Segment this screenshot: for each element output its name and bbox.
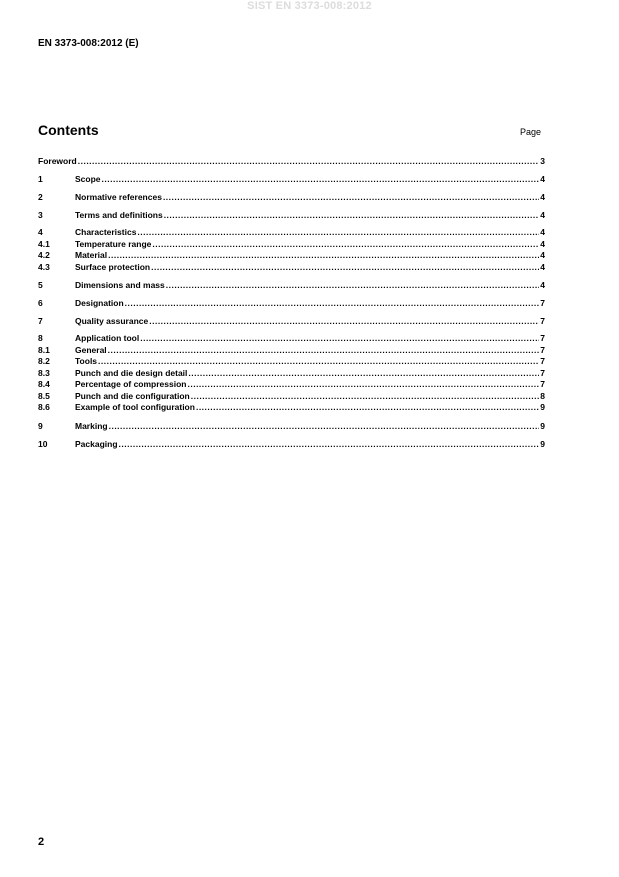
toc-entry-page: 7 [540, 298, 545, 308]
toc-leader-dots [196, 402, 539, 414]
toc-entry-number: 4.2 [38, 250, 50, 260]
toc-entry-9[interactable] [38, 420, 545, 432]
toc-entry-label: General [75, 344, 107, 355]
toc-entry-page: 4 [540, 280, 545, 290]
toc-entry-label: Surface protection [75, 261, 151, 272]
toc-leader-dots [191, 391, 540, 403]
toc-entry-number: 6 [38, 298, 43, 308]
toc-leader-dots [137, 227, 539, 239]
page-number: 2 [38, 836, 45, 848]
toc-entry-8-3[interactable] [38, 368, 545, 380]
toc-entry-page: 4 [540, 250, 545, 260]
toc-entry-label: Material [75, 250, 108, 260]
toc-entry-label: Designation [75, 298, 124, 308]
toc-leader-dots [163, 191, 539, 203]
toc-entry-3[interactable] [38, 209, 545, 221]
toc-entry-number: 8.6 [38, 402, 50, 412]
watermark: SIST EN 3373-008:2012 [247, 0, 372, 12]
toc-leader-dots [109, 420, 540, 432]
toc-leader-dots [188, 368, 539, 380]
toc-entry-page: 7 [540, 379, 545, 389]
toc-entry-label: Punch and die design detail [75, 367, 188, 378]
toc-entry-number: 9 [38, 420, 43, 431]
toc-entry-number: 4.3 [38, 261, 50, 272]
toc-entry-page: 7 [540, 356, 545, 366]
toc-entry-8-4[interactable] [38, 379, 545, 391]
toc-entry-1[interactable] [38, 173, 545, 185]
toc-entry-10[interactable] [38, 438, 545, 450]
toc-entry-page: 7 [540, 367, 545, 378]
toc-entry-label: Marking [75, 420, 108, 431]
toc-entry-label: Punch and die configuration [75, 390, 190, 401]
toc-entry-label: Terms and definitions [75, 210, 163, 220]
toc-leader-dots [78, 155, 540, 167]
toc-entry-4-1[interactable] [38, 239, 545, 251]
toc-entry-label: Scope [75, 174, 101, 184]
toc-entry-page: 7 [540, 316, 545, 326]
toc-leader-dots [187, 379, 539, 391]
toc-entry-number: 8 [38, 333, 43, 343]
toc-entry-page: 4 [540, 238, 545, 249]
toc-entry-number: 8.3 [38, 367, 50, 378]
toc-entry-number: 8.4 [38, 379, 50, 389]
toc-entry-label: Example of tool configuration [75, 402, 195, 412]
toc-entry-number: 10 [38, 438, 48, 449]
toc-entry-8-5[interactable] [38, 391, 545, 403]
table-of-contents [38, 155, 545, 450]
toc-entry-number: 8.5 [38, 390, 50, 401]
contents-title: Contents [38, 122, 99, 138]
toc-entry-label: Temperature range [75, 238, 152, 249]
toc-leader-dots [149, 315, 539, 327]
page-column-label: Page [520, 127, 542, 137]
toc-leader-dots [125, 297, 540, 309]
toc-leader-dots [119, 438, 540, 450]
toc-leader-dots [164, 209, 540, 221]
toc-entry-7[interactable] [38, 315, 545, 327]
toc-entry-page: 3 [540, 156, 545, 166]
toc-entry-page: 4 [540, 210, 545, 220]
toc-entry-label: Characteristics [75, 227, 137, 237]
toc-entry-label: Quality assurance [75, 316, 149, 326]
toc-entry-8[interactable] [38, 333, 545, 345]
toc-entry-6[interactable] [38, 297, 545, 309]
toc-leader-dots [151, 262, 539, 274]
toc-entry-page: 4 [540, 227, 545, 237]
toc-leader-dots [98, 356, 539, 368]
toc-entry-label: Tools [75, 356, 98, 366]
toc-entry-label: Application tool [75, 333, 140, 343]
toc-entry-page: 8 [540, 390, 545, 401]
toc-leader-dots [102, 173, 540, 185]
toc-leader-dots [166, 279, 540, 291]
toc-leader-dots [152, 239, 539, 251]
toc-entry-page: 7 [540, 344, 545, 355]
toc-leader-dots [108, 250, 539, 262]
toc-entry-label: Dimensions and mass [75, 280, 165, 290]
toc-entry-page: 7 [540, 333, 545, 343]
toc-leader-dots [108, 345, 540, 357]
toc-entry-page: 9 [540, 420, 545, 431]
toc-entry-5[interactable] [38, 279, 545, 291]
toc-entry-page: 4 [540, 261, 545, 272]
toc-entry-4-2[interactable] [38, 250, 545, 262]
toc-entry-label: Packaging [75, 438, 118, 449]
toc-entry-number: 4.1 [38, 238, 50, 249]
toc-entry-number: 7 [38, 316, 43, 326]
toc-entry-label: Normative references [75, 192, 162, 202]
toc-entry-page: 9 [540, 402, 545, 412]
toc-entry-4[interactable] [38, 227, 545, 239]
toc-entry-page: 9 [540, 438, 545, 449]
toc-entry-number: 1 [38, 174, 43, 184]
toc-entry-4-3[interactable] [38, 262, 545, 274]
toc-entry-foreword[interactable] [38, 155, 545, 167]
document-id: EN 3373-008:2012 (E) [38, 38, 139, 49]
toc-entry-8-1[interactable] [38, 345, 545, 357]
toc-entry-page: 4 [540, 174, 545, 184]
toc-entry-number: 3 [38, 210, 43, 220]
toc-entry-number: 8.2 [38, 356, 50, 366]
toc-entry-label: Foreword [38, 156, 77, 166]
toc-entry-number: 5 [38, 280, 43, 290]
toc-entry-number: 2 [38, 192, 43, 202]
toc-entry-number: 4 [38, 227, 43, 237]
toc-entry-2[interactable] [38, 191, 545, 203]
toc-entry-8-6[interactable] [38, 402, 545, 414]
toc-entry-number: 8.1 [38, 344, 50, 355]
toc-leader-dots [140, 333, 539, 345]
toc-entry-8-2[interactable] [38, 356, 545, 368]
toc-entry-label: Percentage of compression [75, 379, 187, 389]
toc-entry-page: 4 [540, 192, 545, 202]
